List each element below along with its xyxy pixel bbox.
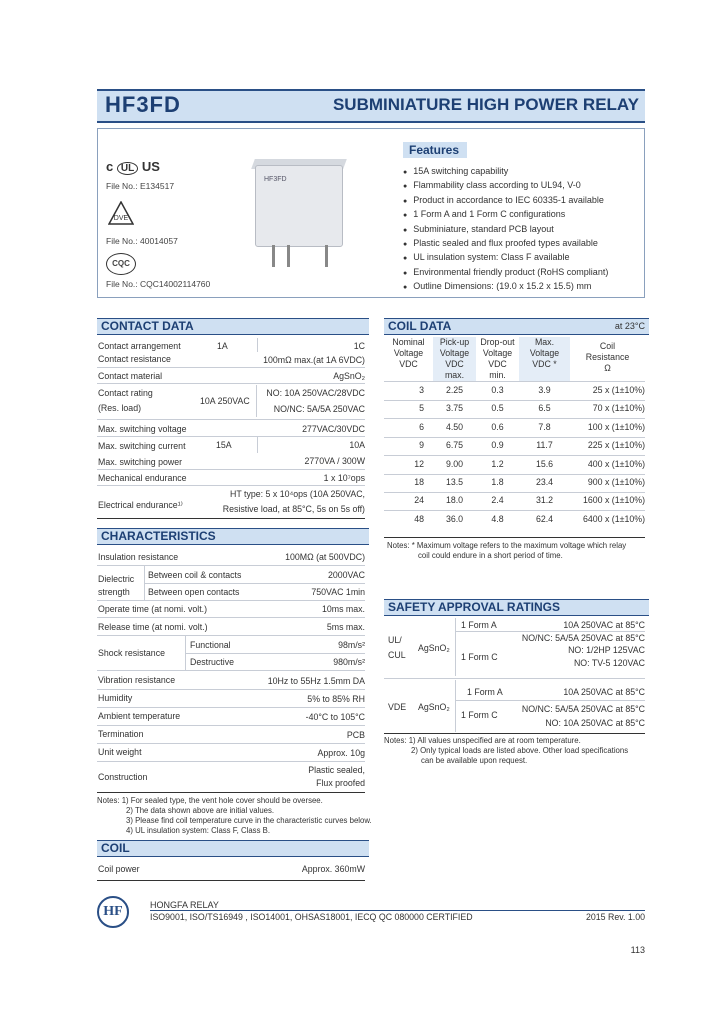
coil-power-label: Coil power <box>98 864 140 874</box>
ul-form-a: 1 Form A <box>461 620 497 630</box>
ul-label: UL/ <box>388 635 402 645</box>
coil-data-cell: 3.9 <box>538 385 551 395</box>
divider <box>384 510 645 511</box>
ul-form-a-value: 10A 250VAC at 85°C <box>563 620 645 630</box>
dielectric-open-contacts-value: 750VAC 1min <box>311 587 365 597</box>
humidity-label: Humidity <box>98 693 133 703</box>
feature-item: ● 1 Form A and 1 Form C configurations <box>403 207 643 221</box>
char-note: 2) The data shown above are initial values. <box>126 806 275 815</box>
coil-header-line: VDC <box>488 359 507 369</box>
divider <box>384 733 645 734</box>
coil-data-cell: 6400 x (1±10%) <box>582 513 645 524</box>
coil-data-cell: 1.2 <box>491 458 504 469</box>
max-switching-voltage-value: 277VAC/30VDC <box>302 424 365 434</box>
coil-data-cell: 36.0 <box>445 513 464 524</box>
divider <box>97 469 365 470</box>
max-switching-power-label: Max. switching power <box>98 457 183 467</box>
coil-data-cell: 24 <box>414 495 424 506</box>
ul-file-no: File No.: E134517 <box>106 181 175 191</box>
divider <box>257 437 258 453</box>
coil-data-cell: 48 <box>414 513 424 524</box>
contact-rating-no: NO: 10A 250VAC/28VDC <box>266 388 365 398</box>
dielectric-open-contacts-label: Between open contacts <box>148 587 240 597</box>
footer-revision: 2015 Rev. 1.00 <box>585 912 645 922</box>
coil-data-cell: 0.3 <box>491 385 504 395</box>
coil-data-cell: 0.5 <box>491 403 504 414</box>
unit-weight-label: Unit weight <box>98 747 142 757</box>
features-list <box>403 141 643 294</box>
divider <box>455 680 456 732</box>
divider <box>256 385 257 417</box>
contact-material-label: Contact material <box>98 371 163 381</box>
ul-form-c-value: NO: 1/2HP 125VAC <box>568 645 645 655</box>
coil-header-line: max. <box>444 370 465 380</box>
ul-form-c-value: NO: TV-5 120VAC <box>573 658 645 668</box>
vde-material: AgSnO₂ <box>418 702 450 712</box>
coil-data-cell: 225 x (1±10%) <box>587 440 645 451</box>
divider <box>97 600 365 601</box>
coil-header-line: Voltage <box>529 348 560 358</box>
contact-rating-label: Contact rating <box>98 388 153 398</box>
coil-data-cell: 12 <box>414 458 424 469</box>
divider <box>384 474 645 475</box>
coil-data-temp: at 23°C <box>614 321 645 331</box>
insulation-value: 100MΩ (at 500VDC) <box>285 552 365 562</box>
construction-value-2: Flux proofed <box>316 778 365 788</box>
coil-data-title-text: COIL DATA <box>388 319 452 333</box>
features-title: Features <box>403 142 467 158</box>
coil-title: COIL <box>97 840 369 857</box>
max-switching-current-1c: 10A <box>349 440 365 450</box>
contact-resistance-value: 100mΩ max.(at 1A 6VDC) <box>263 355 365 365</box>
dielectric-coil-contacts-value: 2000VAC <box>327 570 365 580</box>
relay-pin <box>287 245 290 267</box>
coil-header-line: Pick-up <box>439 337 470 347</box>
coil-data-cell: 18.0 <box>445 495 464 506</box>
company-name: HONGFA RELAY <box>150 900 219 910</box>
contact-arrangement-label: Contact arrangement <box>98 341 181 351</box>
coil-header-line: Max. <box>534 337 555 347</box>
coil-data-cell: 18 <box>414 477 424 487</box>
coil-header-line: VDC * <box>532 359 557 369</box>
divider <box>97 485 365 486</box>
relay-pin <box>272 245 275 267</box>
coil-data-title <box>384 318 649 335</box>
page-number: 113 <box>630 945 645 955</box>
feature-item: ● 15A switching capability <box>403 164 643 178</box>
ul-form-c-value: NO/NC: 5A/5A 250VAC at 85°C <box>521 633 645 643</box>
cul-label: CUL <box>388 650 406 660</box>
coil-data-cell: 15.6 <box>535 458 554 469</box>
coil-header-line: Voltage <box>482 348 513 358</box>
divider <box>97 518 365 519</box>
safety-note: can be available upon request. <box>421 756 528 765</box>
release-time-value: 5ms max. <box>326 622 365 632</box>
cqc-logo: CQC <box>106 253 136 275</box>
coil-data-cell: 0.9 <box>491 440 504 451</box>
ambient-label: Ambient temperature <box>98 711 181 721</box>
mechanical-endurance-value: 1 x 10⁷ops <box>323 473 365 483</box>
divider <box>384 418 645 419</box>
divider <box>97 880 365 881</box>
ul-form-c: 1 Form C <box>461 652 498 662</box>
svg-text:DVE: DVE <box>113 215 129 222</box>
contact-arrangement-1c: 1C <box>353 341 365 351</box>
coil-data-cell: 7.8 <box>538 421 551 432</box>
coil-header-cell <box>570 341 645 385</box>
contact-material-value: AgSnO₂ <box>333 371 365 381</box>
coil-header-cell <box>519 337 570 381</box>
construction-label: Construction <box>98 772 148 782</box>
divider <box>97 419 365 420</box>
divider <box>97 617 365 618</box>
coil-data-cell: 62.4 <box>535 513 554 524</box>
characteristics-title: CHARACTERISTICS <box>97 528 369 545</box>
termination-value: PCB <box>346 730 365 740</box>
divider <box>185 653 365 654</box>
coil-data-cell: 4.8 <box>491 513 504 524</box>
feature-item: ● Outline Dimensions: (19.0 x 15.2 x 15.5) mm <box>403 279 643 293</box>
coil-data-cell: 13.5 <box>445 477 464 487</box>
cqc-file-no: File No.: CQC14002114760 <box>106 279 211 289</box>
shock-functional-value: 98m/s² <box>338 640 365 650</box>
coil-data-cell: 100 x (1±10%) <box>587 421 645 432</box>
dielectric-label: Dielectric <box>98 574 135 584</box>
coil-header-line: min. <box>489 370 506 380</box>
dielectric-sublabel: strength <box>98 587 130 597</box>
mechanical-endurance-label: Mechanical endurance <box>98 473 187 483</box>
relay-image <box>255 165 343 247</box>
char-note: 3) Please find coil temperature curve in the characteristic curves below. <box>126 816 372 825</box>
coil-header-cell <box>476 337 519 381</box>
coil-data-cell: 70 x (1±10%) <box>592 403 645 414</box>
divider <box>97 670 365 671</box>
coil-header-line: Voltage <box>439 348 470 358</box>
coil-header-line: Drop-out <box>480 337 515 347</box>
coil-note: coil could endure in a short period of time. <box>418 551 563 560</box>
electrical-endurance-value-2: Resistive load, at 85°C, 5s on 5s off) <box>222 504 365 514</box>
vde-logo-icon <box>108 201 134 225</box>
hongfa-logo: HF <box>97 896 129 928</box>
divider <box>97 565 365 566</box>
vibration-value: 10Hz to 55Hz 1.5mm DA <box>267 676 365 686</box>
max-switching-current-1a: 15A <box>216 440 232 450</box>
coil-data-cell: 2.25 <box>445 385 464 395</box>
feature-item: ● Environmental friendly product (RoHS compliant) <box>403 265 643 279</box>
vde-form-c-value: NO: 10A 250VAC at 85°C <box>545 718 645 728</box>
divider <box>97 436 365 437</box>
divider <box>257 338 258 352</box>
divider <box>384 381 645 382</box>
coil-data-cell: 6 <box>419 421 424 432</box>
coil-data-cell: 3 <box>419 385 424 395</box>
divider <box>97 383 365 384</box>
feature-item: ● Subminiature, standard PCB layout <box>403 222 643 236</box>
coil-data-cell: 1600 x (1±10%) <box>582 495 645 506</box>
contact-rating-sublabel: (Res. load) <box>98 403 142 413</box>
coil-data-cell: 4.50 <box>445 421 464 432</box>
feature-item: ● Plastic sealed and flux proofed types available <box>403 236 643 250</box>
safety-note: Notes: 1) All values unspecified are at room temperature. <box>384 736 581 745</box>
max-switching-current-label: Max. switching current <box>98 441 186 451</box>
safety-note: 2) Only typical loads are listed above. Other load specifications <box>411 746 629 755</box>
coil-data-cell: 900 x (1±10%) <box>587 477 645 487</box>
coil-data-cell: 1.8 <box>491 477 504 487</box>
divider <box>144 583 365 584</box>
coil-data-cell: 3.75 <box>445 403 464 414</box>
model-name: HF3FD <box>105 92 181 117</box>
coil-data-cell: 6.75 <box>445 440 464 451</box>
coil-data-cell: 0.6 <box>491 421 504 432</box>
char-note: Notes: 1) For sealed type, the vent hole cover should be oversee. <box>97 796 323 805</box>
construction-value-1: Plastic sealed, <box>308 765 365 775</box>
shock-destructive-label: Destructive <box>190 657 234 667</box>
coil-data-cell: 11.7 <box>536 440 553 451</box>
relay-print: HF3FD <box>264 176 287 183</box>
divider <box>384 537 645 538</box>
vde-form-c: 1 Form C <box>461 710 498 720</box>
coil-data-cell: 25 x (1±10%) <box>592 385 645 395</box>
vde-label: VDE <box>388 702 407 712</box>
coil-header-line: Resistance <box>585 352 630 362</box>
coil-data-cell: 400 x (1±10%) <box>587 458 645 469</box>
coil-data-cell: 6.5 <box>538 403 551 414</box>
coil-data-cell: 2.4 <box>491 495 504 506</box>
coil-data-cell: 5 <box>419 403 424 414</box>
max-switching-voltage-label: Max. switching voltage <box>98 424 187 434</box>
vde-form-a: 1 Form A <box>467 687 503 697</box>
max-switching-power-value: 2770VA / 300W <box>304 456 365 466</box>
operate-time-value: 10ms max. <box>321 604 365 614</box>
contact-rating-1a: 10A 250VAC <box>200 396 250 406</box>
insulation-label: Insulation resistance <box>98 552 179 562</box>
coil-header-line: Ω <box>604 363 611 373</box>
unit-weight-value: Approx. 10g <box>317 748 365 758</box>
ambient-value: -40°C to 105°C <box>305 712 365 722</box>
divider <box>384 678 645 679</box>
divider <box>384 400 645 401</box>
vde-form-a-value: 10A 250VAC at 85°C <box>563 687 645 697</box>
contact-rating-nonc: NO/NC: 5A/5A 250VAC <box>273 404 365 414</box>
coil-power-value: Approx. 360mW <box>301 864 365 874</box>
vibration-label: Vibration resistance <box>98 675 176 685</box>
coil-header-line: Nominal <box>392 337 425 347</box>
coil-header-cell <box>433 337 476 381</box>
char-note: 4) UL insulation system: Class F, Class B. <box>126 826 270 835</box>
divider <box>97 761 365 762</box>
divider <box>384 492 645 493</box>
features-panel <box>97 128 645 298</box>
safety-title: SAFETY APPROVAL RATINGS <box>384 599 649 616</box>
feature-item: ● UL insulation system: Class F available <box>403 250 643 264</box>
coil-header-line: Coil <box>599 341 616 351</box>
shock-label: Shock resistance <box>98 648 165 658</box>
electrical-endurance-value-1: HT type: 5 x 10⁴ops (10A 250VAC, <box>230 489 365 499</box>
ul-logo: c UL US <box>106 159 160 174</box>
vde-file-no: File No.: 40014057 <box>106 236 178 246</box>
coil-note: Notes: * Maximum voltage refers to the maximum voltage which relay <box>387 541 627 550</box>
operate-time-label: Operate time (at nomi. volt.) <box>98 604 208 614</box>
contact-data-title: CONTACT DATA <box>97 318 369 335</box>
contact-arrangement-1a: 1A <box>217 341 228 351</box>
shock-functional-label: Functional <box>190 640 231 650</box>
divider <box>97 725 365 726</box>
electrical-endurance-label: Electrical endurance¹⁾ <box>98 500 183 510</box>
feature-item: ● Flammability class according to UL94, V-0 <box>403 178 643 192</box>
shock-destructive-value: 980m/s² <box>333 657 365 667</box>
divider <box>97 792 365 793</box>
divider <box>455 631 645 632</box>
divider <box>384 455 645 456</box>
divider <box>97 635 365 636</box>
coil-header-line: VDC <box>399 359 418 369</box>
coil-header-line: Voltage <box>393 348 424 358</box>
humidity-value: 5% to 85% RH <box>307 694 365 704</box>
divider <box>97 689 365 690</box>
coil-header-line: VDC <box>445 359 464 369</box>
divider <box>97 743 365 744</box>
coil-header-cell <box>384 337 433 381</box>
coil-data-cell: 31.2 <box>535 495 554 506</box>
footer-certified: ISO9001, ISO/TS16949 , ISO14001, OHSAS18001, IECQ QC 080000 CERTIFIED <box>150 912 473 922</box>
coil-data-cell: 23.4 <box>535 477 554 487</box>
contact-resistance-label: Contact resistance <box>98 354 171 364</box>
divider <box>97 707 365 708</box>
page-header <box>97 89 645 123</box>
page-title: SUBMINIATURE HIGH POWER RELAY <box>332 95 639 114</box>
footer-rule <box>150 910 645 911</box>
divider <box>97 367 365 368</box>
feature-item: ● Product in accordance to IEC 60335-1 available <box>403 193 643 207</box>
divider <box>455 618 456 676</box>
coil-data-cell: 9.00 <box>445 458 464 469</box>
relay-pin <box>325 245 328 267</box>
divider <box>455 700 645 701</box>
divider <box>384 437 645 438</box>
release-time-label: Release time (at nomi. volt.) <box>98 622 208 632</box>
termination-label: Termination <box>98 729 144 739</box>
dielectric-coil-contacts-label: Between coil & contacts <box>148 570 242 580</box>
ul-material: AgSnO₂ <box>418 643 450 653</box>
vde-form-c-value: NO/NC: 5A/5A 250VAC at 85°C <box>521 704 645 714</box>
coil-data-cell: 9 <box>419 440 424 451</box>
